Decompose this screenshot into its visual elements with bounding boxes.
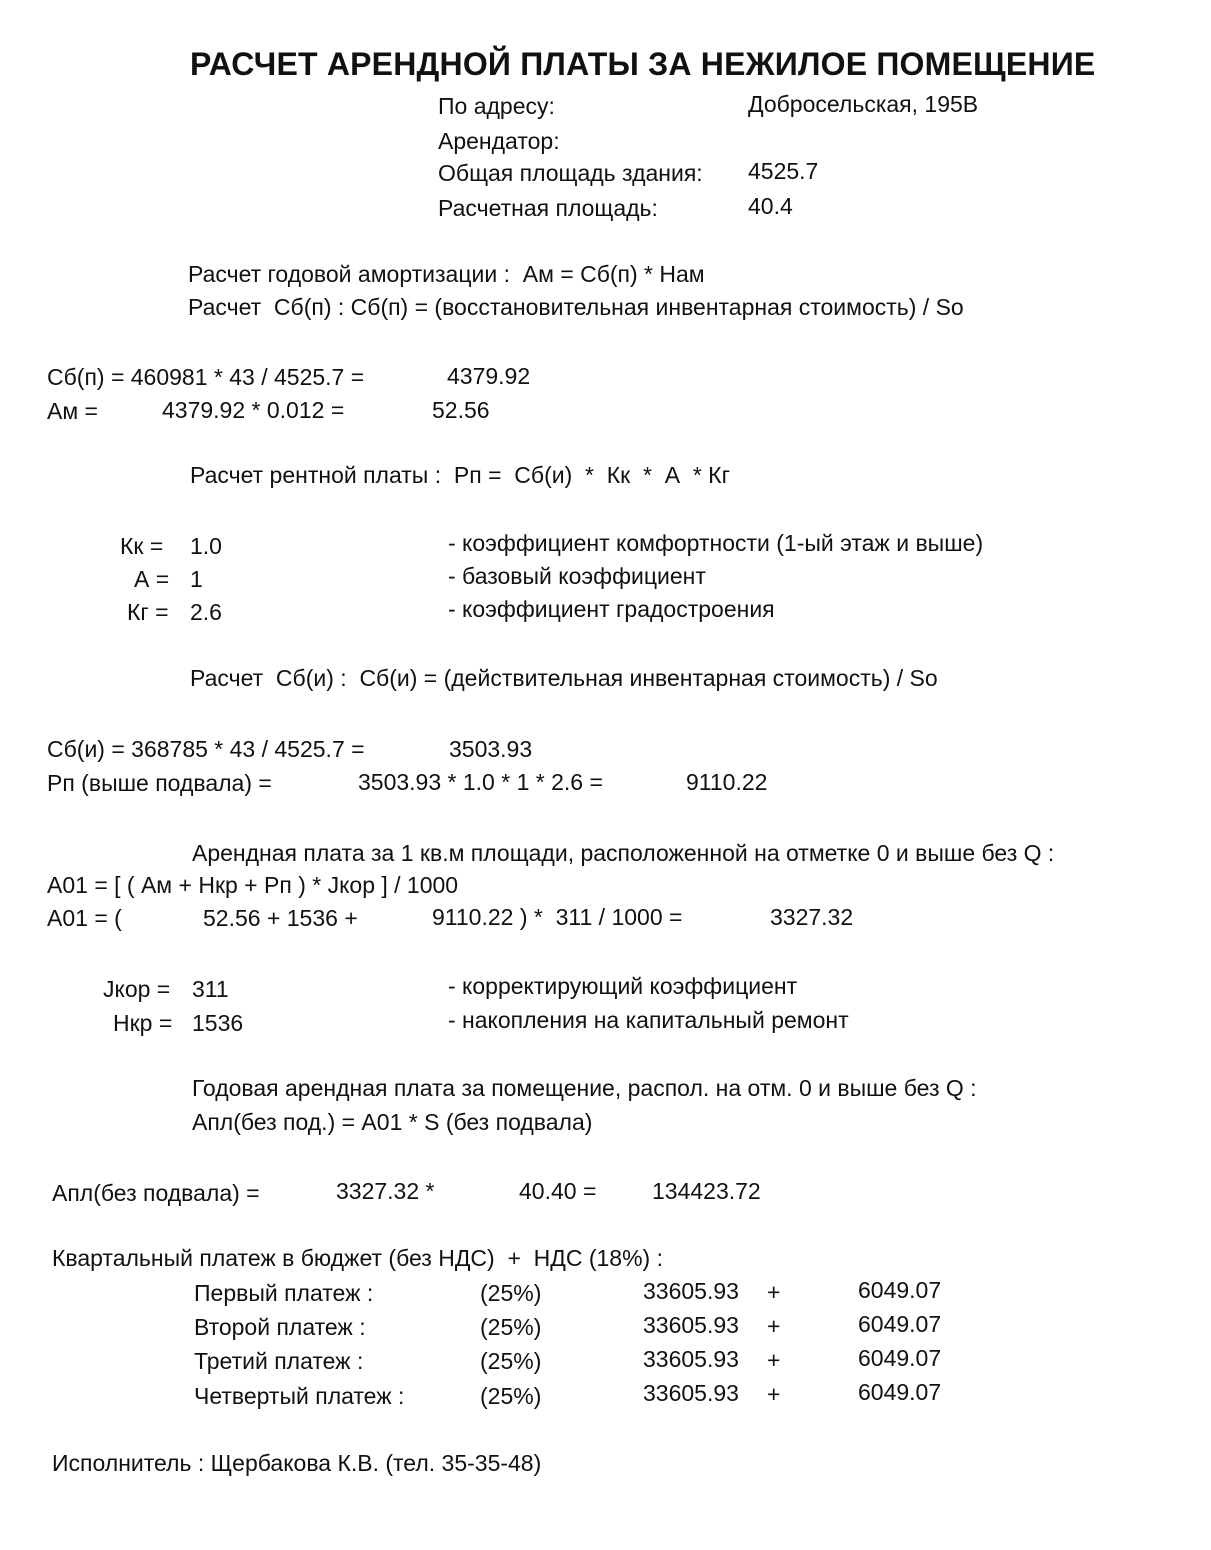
payment-1-pct: (25%): [480, 1280, 542, 1306]
coef-nkr-label: Нкр =: [113, 1010, 173, 1036]
coef-nkr-value: 1536: [192, 1010, 244, 1036]
sb-calc-label: Сб(п) = 460981 * 43 / 4525.7 =: [47, 364, 365, 390]
coef-a-value: 1: [190, 566, 203, 592]
rp-label: Рп (выше подвала) =: [47, 770, 272, 796]
address-value: Добросельская, 195В: [748, 91, 979, 117]
payment-2-pct: (25%): [480, 1314, 542, 1340]
payment-1-vat: 6049.07: [858, 1277, 942, 1303]
annual-calc-label: Апл(без подвала) =: [52, 1180, 260, 1206]
payment-3-pct: (25%): [480, 1348, 542, 1374]
payment-3-amount: 33605.93: [643, 1346, 739, 1372]
sbi-formula: Расчет Сб(и) : Сб(и) = (действительная инвентарная стоимость) / So: [190, 665, 938, 691]
payment-4-vat: 6049.07: [858, 1379, 942, 1405]
payment-2-amount: 33605.93: [643, 1312, 739, 1338]
a01-calc-part2: 9110.22 ) * 311 / 1000 =: [432, 904, 683, 930]
payment-3-label: Третий платеж :: [194, 1348, 364, 1374]
coef-jkor-value: 311: [192, 976, 229, 1002]
annual-formula: Апл(без под.) = А01 * S (без подвала): [192, 1109, 593, 1135]
sb-formula: Расчет Сб(п) : Сб(п) = (восстановительная инвентарная стоимость) / So: [188, 294, 964, 320]
annual-calc-b: 40.40 =: [519, 1178, 597, 1204]
a01-formula: А01 = [ ( Ам + Нкр + Рп ) * Jкор ] / 1000: [47, 872, 459, 898]
a01-heading: Арендная плата за 1 кв.м площади, расположенной на отметке 0 и выше без Q :: [192, 840, 1055, 866]
coef-kg-label: Кг =: [127, 599, 169, 625]
coef-kk-value: 1.0: [190, 533, 222, 559]
coef-jkor-label: Jкор =: [103, 976, 171, 1002]
page-title: РАСЧЕТ АРЕНДНОЙ ПЛАТЫ ЗА НЕЖИЛОЕ ПОМЕЩЕНИЕ: [190, 46, 1096, 82]
payment-2-label: Второй платеж :: [194, 1314, 366, 1340]
coef-kk-desc: - коэффициент комфортности (1-ый этаж и выше): [448, 530, 984, 556]
rent-formula: Расчет рентной платы : Рп = Сб(и) * Кк * А * Кг: [190, 462, 730, 488]
total-area-value: 4525.7: [748, 158, 819, 184]
payment-1-plus: +: [767, 1279, 781, 1305]
address-label: По адресу:: [438, 93, 555, 119]
payment-2-plus: +: [767, 1313, 781, 1339]
calc-area-label: Расчетная площадь:: [438, 195, 658, 221]
a01-calc-start: А01 = (: [47, 905, 122, 931]
footer-executor: Исполнитель : Щербакова К.В. (тел. 35-35-48): [52, 1450, 542, 1476]
coef-nkr-desc: - накопления на капитальный ремонт: [448, 1007, 849, 1033]
amortization-formula: Расчет годовой амортизации : Ам = Сб(п) * Нам: [188, 261, 705, 287]
total-area-label: Общая площадь здания:: [438, 160, 703, 186]
annual-calc-a: 3327.32 *: [336, 1178, 435, 1204]
rp-expr: 3503.93 * 1.0 * 1 * 2.6 =: [358, 769, 603, 795]
sbi-calc-label: Сб(и) = 368785 * 43 / 4525.7 =: [47, 736, 365, 762]
a01-calc-value: 3327.32: [770, 904, 854, 930]
am-value: 52.56: [432, 397, 490, 423]
payment-4-pct: (25%): [480, 1383, 542, 1409]
coef-kk-label: Кк =: [120, 533, 164, 559]
a01-calc-part1: 52.56 + 1536 +: [203, 905, 358, 931]
coef-kg-desc: - коэффициент градостроения: [448, 596, 775, 622]
am-label: Ам =: [47, 398, 98, 424]
payment-1-amount: 33605.93: [643, 1278, 739, 1304]
sb-calc-value: 4379.92: [447, 363, 531, 389]
coef-jkor-desc: - корректирующий коэффициент: [448, 973, 798, 999]
payment-3-plus: +: [767, 1347, 781, 1373]
coef-kg-value: 2.6: [190, 599, 222, 625]
annual-calc-value: 134423.72: [652, 1178, 761, 1204]
rp-value: 9110.22: [686, 769, 768, 795]
coef-a-label: А =: [134, 566, 170, 592]
calc-area-value: 40.4: [748, 193, 793, 219]
payment-3-vat: 6049.07: [858, 1345, 942, 1371]
payment-1-label: Первый платеж :: [194, 1280, 374, 1306]
payment-4-plus: +: [767, 1381, 781, 1407]
payment-2-vat: 6049.07: [858, 1311, 942, 1337]
am-expr: 4379.92 * 0.012 =: [162, 397, 345, 423]
tenant-label: Арендатор:: [438, 128, 560, 154]
coef-a-desc: - базовый коэффициент: [448, 563, 706, 589]
annual-heading: Годовая арендная плата за помещение, распол. на отм. 0 и выше без Q :: [192, 1075, 977, 1101]
quarterly-heading: Квартальный платеж в бюджет (без НДС) + НДС (18%) :: [52, 1245, 663, 1271]
sbi-calc-value: 3503.93: [449, 736, 533, 762]
payment-4-amount: 33605.93: [643, 1380, 739, 1406]
payment-4-label: Четвертый платеж :: [194, 1383, 405, 1409]
